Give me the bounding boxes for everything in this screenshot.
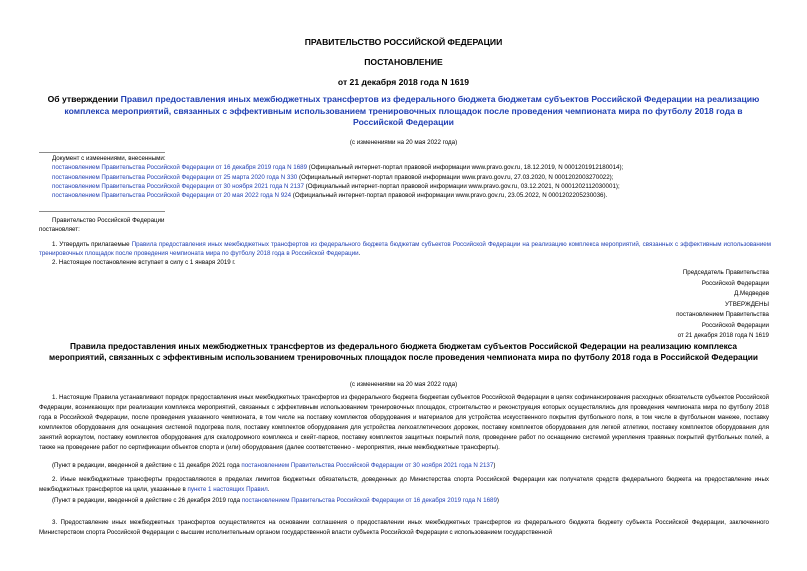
- amendment-item: [52, 182, 771, 191]
- rules-paragraph-1: 1. Настоящие Правила устанавливают порядок предоставления иных межбюджетных трансфертов из федерального бюджета бюджетам субъектов Российской Федерации в целях софинансирования расходных обязательств субъектов Российской Федерации, возникающих при реализации комплекса мероприятий, связанных с эффективным использованием тренировочных площадок, строительство и реконструкция которых осуществлялись для проведения чемпионата мира по футболу 2018 года в Российской Федерации, после проведения указанного чемпионата, в том числе на поставку комплектов оборудования и материалов для устройства искусственного покрытия футбольного поля, в том числе в футбольном манеже, поставку комплектов оборудования для оснащения системой подогрева поля, поставку комплектов оборудования для устройства легкоатлетических дорожек, поставку комплектов оборудования для легкой атлетики, поставку комплектов оборудования для занятий воркаутом, поставку комплектов оборудования для скалодромного комплекса и скейт-парков, поставку комплектов защитных покрытий поля, проведение работ по оснащению системой укрепления травяных покрытий футбольных полей, а также на проведение работ по сертификации объектов спорта и (или) оборудования (далее соответственно - мероприятия, иные межбюджетные трансферты).: [39, 394, 769, 451]
- amendment-item: [52, 173, 771, 182]
- approval-line: от 21 декабря 2018 года N 1619: [677, 332, 769, 339]
- signature-line: Председатель Правительства: [682, 269, 769, 276]
- p2-suffix: .: [267, 485, 270, 493]
- signature-line: Российской Федерации: [701, 279, 769, 287]
- amendment-link-330[interactable]: постановлением Правительства Российской Федерации от 25 марта 2020 года N 330: [52, 173, 298, 181]
- signature-block: [569, 268, 769, 342]
- title-rules-link[interactable]: Правил предоставления иных межбюджетных трансфертов из федерального бюджета бюджетам субъектов Российской Федерации на реализацию комплекса мероприятий, связанных с эффективным использованием тренировочных площадок после проведения чемпионата мира по футболу 2018 года в Российской Федерации: [64, 94, 760, 127]
- government-heading: ПРАВИТЕЛЬСТВО РОССИЙСКОЙ ФЕДЕРАЦИИ: [304, 37, 503, 47]
- decree-paragraph-2: 2. Настоящее постановление вступает в силу с 1 января 2019 г.: [52, 259, 236, 267]
- rules-p1-note: [52, 462, 769, 469]
- approval-line: постановлением Правительства: [676, 311, 769, 318]
- decree-p1-suffix: .: [358, 249, 361, 257]
- amendment-link-2137[interactable]: постановлением Правительства Российской Федерации от 30 ноября 2021 года N 2137: [52, 182, 304, 190]
- decree-p1-prefix: 1. Утвердить прилагаемые: [52, 240, 132, 248]
- approval-line: Российской Федерации: [701, 321, 769, 329]
- document-title: [40, 94, 767, 129]
- rules-edition-note: (с изменениями на 20 мая 2022 года): [349, 381, 458, 388]
- p2-text: 2. Иные межбюджетные трансферты предоставляются в пределах лимитов бюджетных обязательств, доведенных до Министерства спорта Российской Федерации как получателя средств федерального бюджета на предоставление иных межбюджетных трансфертов на цели, указанные в: [39, 476, 769, 493]
- amendment-link-924[interactable]: постановлением Правительства Российской Федерации от 20 мая 2022 года N 924: [52, 192, 292, 200]
- amendment-source: (Официальный интернет-портал правовой информации www.pravo.gov.ru, 23.05.2022, N 0001202205230036).: [291, 192, 608, 200]
- edition-note: (с изменениями на 20 мая 2022 года): [349, 139, 458, 146]
- decree-rules-link[interactable]: Правила предоставления иных межбюджетных трансфертов из федерального бюджета бюджетам субъектов Российской Федерации на реализацию комплекса мероприятий, связанных с эффективным использованием тренировочных площадок после проведения чемпионата мира по футболу 2018 года в Российской Федерации: [39, 240, 772, 257]
- note-suffix: ): [493, 462, 496, 469]
- amendment-item: [52, 191, 771, 200]
- amendments-block: [52, 154, 771, 200]
- signature-line: Д.Медведев: [734, 290, 769, 297]
- amendment-item: [52, 163, 771, 172]
- divider-middle: [39, 211, 165, 212]
- document-date-number: от 21 декабря 2018 года N 1619: [337, 77, 470, 87]
- note-suffix: ): [496, 497, 499, 504]
- decree-gov-line: Правительство Российской Федерации: [52, 217, 165, 224]
- amendments-intro: Документ с изменениями, внесенными:: [52, 155, 166, 162]
- rules-paragraph-3: 3. Предоставление иных межбюджетных трансфертов осуществляется на основании соглашения о предоставлении иных межбюджетных трансфертов из федерального бюджета бюджету субъекта Российской Федерации, заключенного Министерством спорта Российской Федерации с высшим исполнительным органом государственной власти субъекта Российской Федерации с использованием государственной: [39, 519, 769, 536]
- note-link-1689[interactable]: постановлением Правительства Российской Федерации от 16 декабря 2019 года N 1689: [241, 497, 497, 504]
- title-prefix: Об утверждении: [47, 94, 121, 104]
- amendment-link-1689[interactable]: постановлением Правительства Российской Федерации от 16 декабря 2019 года N 1689: [52, 164, 308, 172]
- amendment-source: (Официальный интернет-портал правовой информации www.pravo.gov.ru, 03.12.2021, N 0001202112030001);: [303, 182, 620, 190]
- note-link-2137[interactable]: постановлением Правительства Российской Федерации от 30 ноября 2021 года N 2137: [241, 462, 494, 469]
- p2-rules-point-link[interactable]: пункте 1 настоящих Правил: [187, 485, 268, 493]
- approval-line: УТВЕРЖДЕНЫ: [725, 300, 769, 308]
- amendment-source: (Официальный интернет-портал правовой информации www.pravo.gov.ru, 27.03.2020, N 0001202003270022);: [297, 173, 614, 181]
- divider-top: [39, 152, 165, 153]
- rules-title: Правила предоставления иных межбюджетных трансфертов из федерального бюджета бюджетам субъектов Российской Федерации на реализацию комплекса мероприятий, связанных с эффективным использованием тренировочных площадок после проведения чемпионата мира по футболу 2018 года в Российской Федерации: [49, 341, 758, 363]
- document-type-heading: ПОСТАНОВЛЕНИЕ: [364, 57, 443, 67]
- note-prefix: (Пункт в редакции, введенной в действие с 11 декабря 2021 года: [52, 462, 242, 469]
- rules-paragraph-2: [39, 475, 769, 495]
- decree-resolves: постановляет:: [39, 226, 80, 234]
- decree-block: [39, 216, 772, 267]
- note-prefix: (Пункт в редакции, введенной в действие с 26 декабря 2019 года: [52, 497, 242, 504]
- decree-paragraph-1: [39, 240, 771, 259]
- amendment-source: (Официальный интернет-портал правовой информации www.pravo.gov.ru, 18.12.2019, N 0001201912180014);: [307, 164, 624, 172]
- rules-p2-note: [52, 497, 769, 504]
